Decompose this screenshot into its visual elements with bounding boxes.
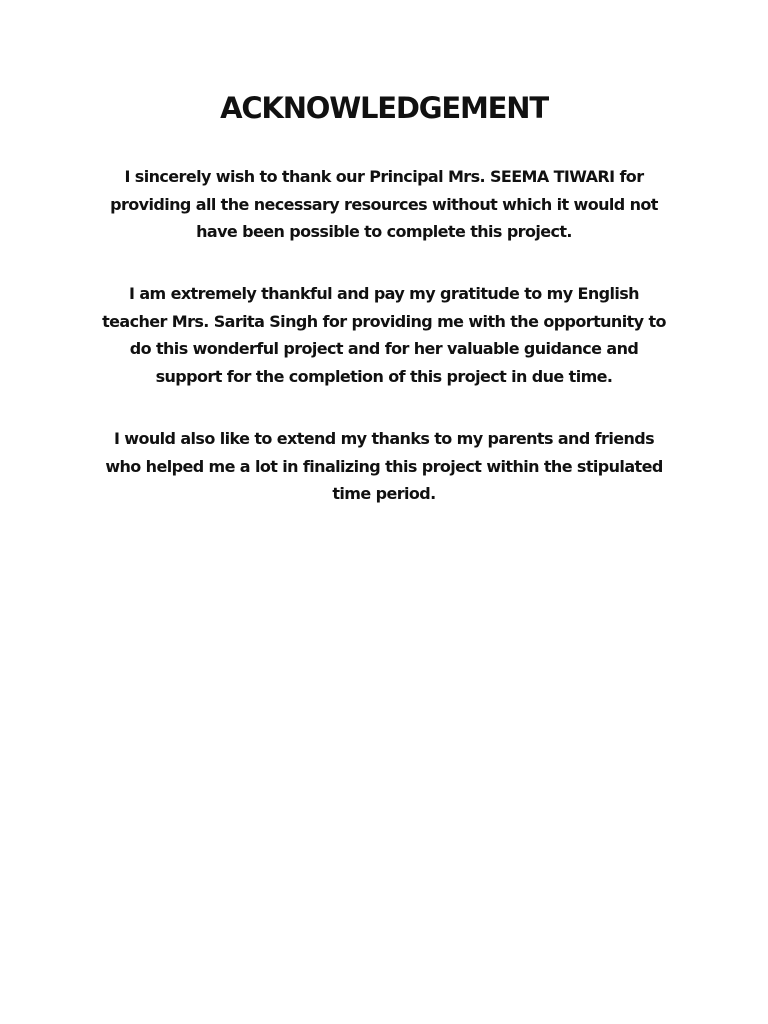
paragraph-parents-friends-thanks: I would also like to extend my thanks to my parents and friends who helped me a lot in finalizing this project within the stipulated time period.	[105, 429, 663, 503]
page-title: ACKNOWLEDGEMENT	[220, 91, 548, 125]
paragraph-principal-thanks: I sincerely wish to thank our Principal Mrs. SEEMA TIWARI for providing all the necessary resources without which it would not have been possible to complete this project.	[110, 167, 658, 241]
paragraph-teacher-thanks: I am extremely thankful and pay my gratitude to my English teacher Mrs. Sarita Singh for providing me with the opportunity to do this wonderful project and for her valuable guidance and support for the completion of this project in due time.	[102, 284, 666, 386]
